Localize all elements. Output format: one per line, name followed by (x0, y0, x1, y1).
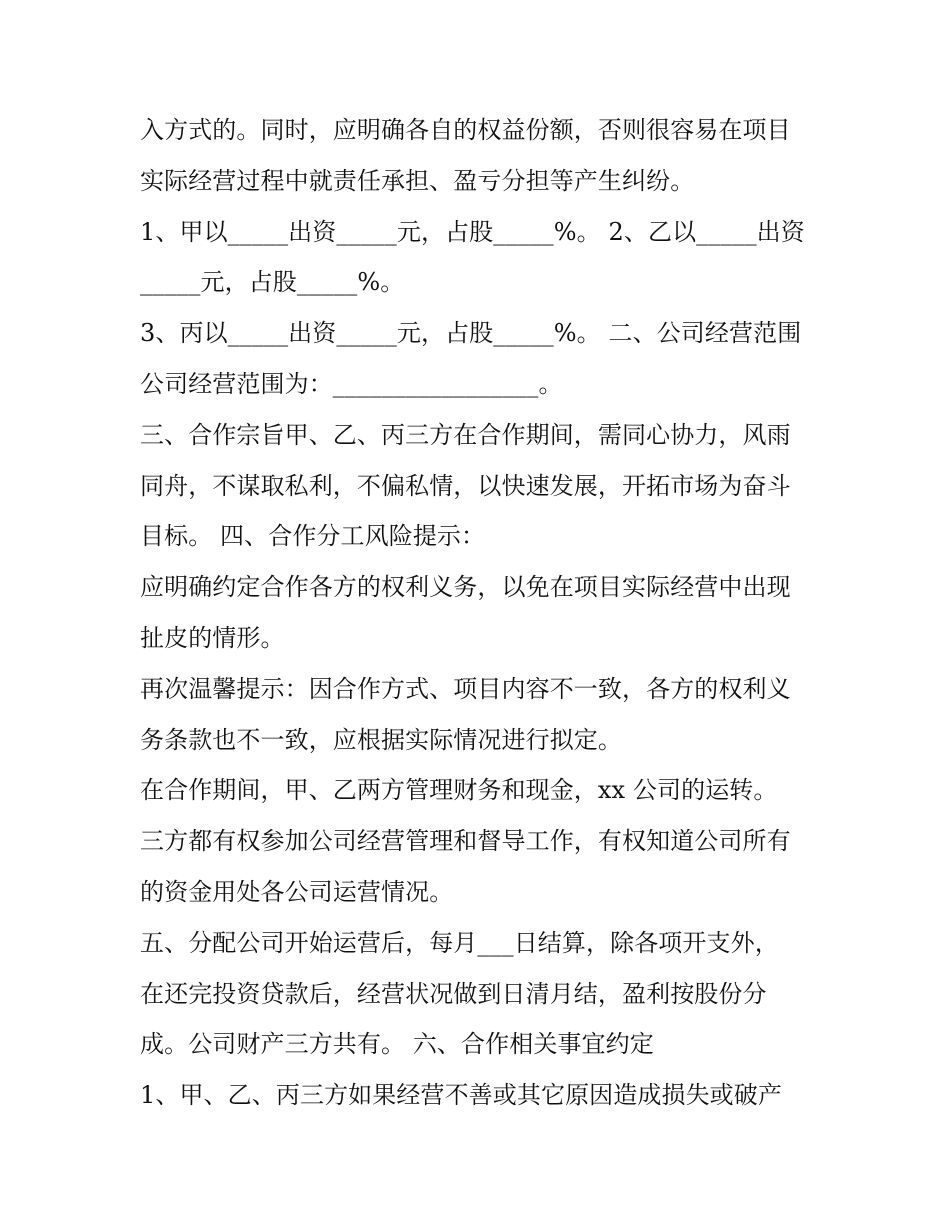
text-line: 的资金用处各公司运营情况。 (140, 877, 454, 906)
text-line: 实际经营过程中就责任承担、盈亏分担等产生纠纷。 (140, 166, 695, 195)
text-line: 务条款也不一致，应根据实际情况进行拟定。 (140, 725, 622, 754)
text-line: 3、丙以_____出资_____元，占股_____%。 二、公司经营范围 (140, 319, 802, 348)
text-line: _____元，占股_____%。 (140, 268, 405, 297)
text-line: 1、甲以_____出资_____元，占股_____%。 2、乙以_____出资 (140, 217, 805, 246)
text-line: 在还完投资贷款后，经营状况做到日清月结，盈利按股份分 (140, 979, 767, 1008)
text-line: 公司经营范围为：_________________。 (140, 369, 563, 398)
text-line: 入方式的。同时，应明确各自的权益份额，否则很容易在项目 (140, 116, 791, 144)
text-line: 成。公司财产三方共有。 六、合作相关事宜约定 (140, 1030, 654, 1059)
text-line: 三、合作宗旨甲、乙、丙三方在合作期间，需同心协力，风雨 (140, 420, 791, 449)
document-body (140, 105, 830, 1121)
text-line: 在合作期间，甲、乙两方管理财务和现金，xx 公司的运转。 (140, 776, 778, 805)
text-line: 同舟，不谋取私利，不偏私情，以快速发展，开拓市场为奋斗 (140, 471, 791, 500)
text-line: 五、分配公司开始运营后，每月___日结算，除各项开支外， (140, 928, 779, 957)
text-line: 扯皮的情形。 (140, 623, 285, 652)
text-line: 1、甲、乙、丙三方如果经营不善或其它原因造成损失或破产 (140, 1081, 782, 1110)
text-line: 目标。 四、合作分工风险提示： (140, 522, 486, 551)
text-line: 应明确约定合作各方的权利义务，以免在项目实际经营中出现 (140, 573, 791, 602)
text-line: 三方都有权参加公司经营管理和督导工作，有权知道公司所有 (140, 827, 791, 856)
text-line: 再次温馨提示：因合作方式、项目内容不一致，各方的权利义 (140, 674, 791, 703)
